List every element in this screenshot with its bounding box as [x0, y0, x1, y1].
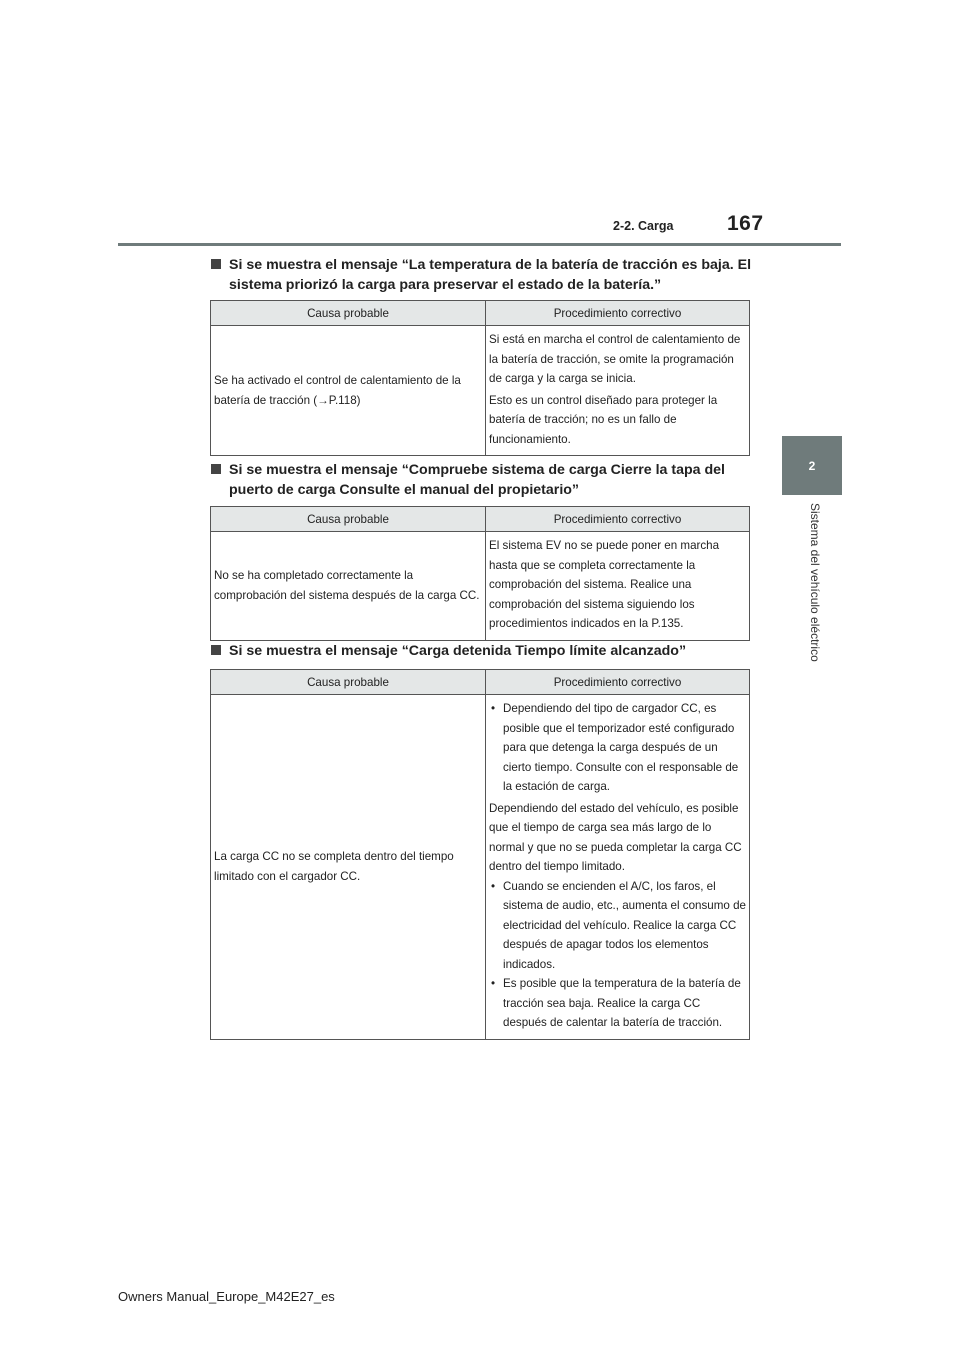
section-heading-text: Si se muestra el mensaje “Carga detenida Tiempo límite alcanzado”	[229, 643, 687, 659]
procedure-paragraph: El sistema EV no se puede poner en marcha hasta que se completa correctamente la comprobación del sistema. Realice una comprobación del sistema siguiendo los procedimientos indicados en la P.135.	[489, 539, 720, 630]
table-header-row	[211, 507, 750, 532]
square-bullet-icon	[211, 464, 221, 474]
header-cause: Causa probable	[211, 301, 486, 326]
procedure-cell	[486, 326, 750, 456]
header-rule	[118, 243, 841, 246]
procedure-paragraph: Esto es un control diseñado para proteger la batería de tracción; no es un fallo de funcionamiento.	[489, 393, 718, 446]
procedure-paragraph: Si está en marcha el control de calentamiento de la batería de tracción, se omite la programación de carga y la carga se inicia.	[489, 333, 741, 385]
header-procedure: Procedimiento correctivo	[486, 670, 750, 695]
table-row	[211, 326, 750, 456]
info-table-3	[210, 669, 750, 1040]
section-heading-2	[211, 460, 771, 500]
table-row	[211, 532, 750, 641]
table-header-row	[211, 301, 750, 326]
procedure-bullet-list	[489, 699, 746, 797]
cause-cell: Se ha activado el control de calentamiento de la batería de tracción (→P.118)	[211, 326, 486, 456]
section-heading-text: Si se muestra el mensaje “Compruebe sistema de carga Cierre la tapa del puerto de carga Consulte el manual del propietario”	[229, 462, 725, 498]
list-item: • Dependiendo del tipo de cargador CC, es posible que el temporizador esté configurado para que detenga la carga después de un cierto tiempo. Consulte con el responsable de la estación de carga.	[489, 699, 746, 797]
procedure-cell	[486, 532, 750, 641]
chapter-tab	[782, 436, 842, 495]
cause-cell: La carga CC no se completa dentro del tiempo limitado con el cargador CC.	[211, 695, 486, 1040]
section-label: 2-2. Carga	[613, 219, 674, 233]
square-bullet-icon	[211, 645, 221, 655]
chapter-tab-number: 2	[808, 458, 816, 473]
procedure-paragraph: Dependiendo del estado del vehículo, es posible que el tiempo de carga sea más largo de lo normal y que no se pueda completar la carga CC dentro del tiempo limitado.	[489, 801, 742, 873]
list-item: • Es posible que la temperatura de la batería de tracción sea baja. Realice la carga CC después de calentar la batería de tracción.	[489, 974, 746, 1033]
header-procedure: Procedimiento correctivo	[486, 507, 750, 532]
list-item: • Cuando se encienden el A/C, los faros, el sistema de audio, etc., aumenta el consumo de electricidad del vehículo. Realice la carga CC después de apagar todos los elementos indicados.	[489, 877, 746, 975]
section-heading-1	[211, 255, 771, 295]
cause-cell: No se ha completado correctamente la comprobación del sistema después de la carga CC.	[211, 532, 486, 641]
footer-manual-id: Owners Manual_Europe_M42E27_es	[118, 1289, 335, 1304]
table-row	[211, 695, 750, 1040]
chapter-side-title: Sistema del vehículo eléctrico	[808, 503, 822, 662]
header-cause: Causa probable	[211, 507, 486, 532]
info-table-2	[210, 506, 750, 641]
section-heading-text: Si se muestra el mensaje “La temperatura de la batería de tracción es baja. El sistema priorizó la carga para preservar el estado de la batería.”	[229, 257, 752, 293]
info-table-1	[210, 300, 750, 456]
procedure-cell	[486, 695, 750, 1040]
table-header-row	[211, 670, 750, 695]
header-cause: Causa probable	[211, 670, 486, 695]
header-procedure: Procedimiento correctivo	[486, 301, 750, 326]
procedure-bullet-list	[489, 877, 746, 1033]
section-heading-3	[211, 641, 771, 661]
square-bullet-icon	[211, 259, 221, 269]
page-number: 167	[727, 212, 764, 235]
